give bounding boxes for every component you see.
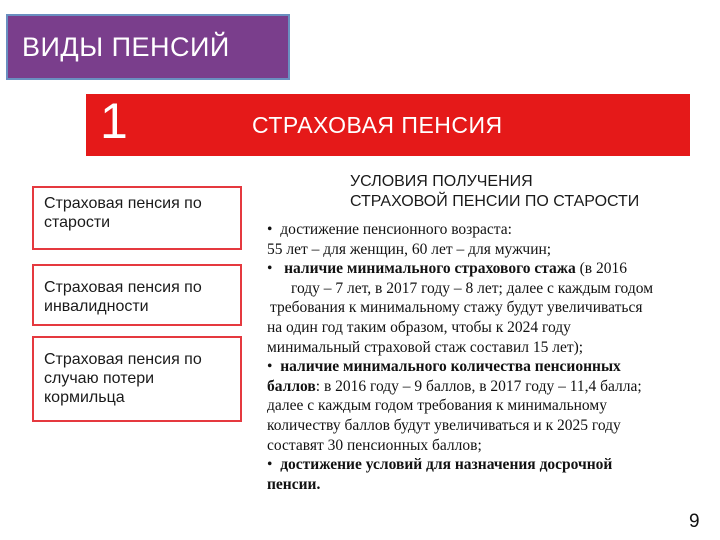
condition-heading: пенсии. xyxy=(267,475,321,493)
condition-text-line: минимальный страховой стаж составил 15 лет); xyxy=(267,338,584,356)
condition-heading: наличие минимального количества пенсионных xyxy=(280,358,621,376)
conditions-list xyxy=(267,220,717,494)
slide-title-box xyxy=(6,14,290,80)
condition-text: : в 2016 году – 9 баллов, в 2017 году – 11,4 балла; xyxy=(315,377,642,395)
pension-type-label: Страховая пенсия по инвалидности xyxy=(44,279,202,315)
bullet: • xyxy=(267,456,273,474)
pension-type-survivor xyxy=(32,336,242,422)
condition-text-line: составят 30 пенсионных баллов; xyxy=(267,436,482,454)
condition-age xyxy=(267,220,717,240)
condition-text-line: далее с каждым годом требования к минимальному xyxy=(267,397,607,415)
page-number: 9 xyxy=(689,511,700,532)
conditions-title xyxy=(350,172,710,212)
condition-heading: достижение условий для назначения досрочной xyxy=(280,456,613,474)
section-banner xyxy=(86,94,690,156)
condition-text: (в 2016 xyxy=(579,260,627,278)
pension-type-old-age xyxy=(32,186,242,250)
condition-text-line xyxy=(267,377,717,397)
pension-type-label: Страховая пенсия по случаю потери кормильца xyxy=(44,351,202,406)
section-title: СТРАХОВАЯ ПЕНСИЯ xyxy=(252,112,503,138)
section-number: 1 xyxy=(100,93,128,149)
bullet: • xyxy=(267,358,273,376)
condition-text-line: году – 7 лет, в 2017 году – 8 лет; далее с каждым годом xyxy=(291,279,654,297)
condition-text-line: количеству баллов будут увеличиваться и к 2025 году xyxy=(267,416,621,434)
condition-text-line: 55 лет – для женщин, 60 лет – для мужчин; xyxy=(267,240,552,258)
bullet: • xyxy=(267,221,273,238)
condition-text: достижение пенсионного возраста: xyxy=(280,221,512,238)
pension-type-disability xyxy=(32,264,242,326)
condition-text-line: требования к минимальному стажу будут увеличиваться xyxy=(270,299,643,317)
condition-text-line: на один год таким образом, чтобы к 2024 году xyxy=(267,318,571,336)
conditions-title-line: СТРАХОВОЙ ПЕНСИИ ПО СТАРОСТИ xyxy=(350,193,640,210)
condition-experience xyxy=(267,259,717,279)
condition-early xyxy=(267,455,717,475)
pension-type-label: Страховая пенсия по старости xyxy=(44,195,202,231)
bullet: • xyxy=(267,260,273,278)
condition-heading: баллов xyxy=(267,377,316,395)
condition-heading: наличие минимального страхового стажа xyxy=(284,260,576,278)
slide-title: ВИДЫ ПЕНСИЙ xyxy=(22,31,230,62)
conditions-title-line: УСЛОВИЯ ПОЛУЧЕНИЯ xyxy=(350,173,533,190)
condition-points xyxy=(267,357,717,377)
